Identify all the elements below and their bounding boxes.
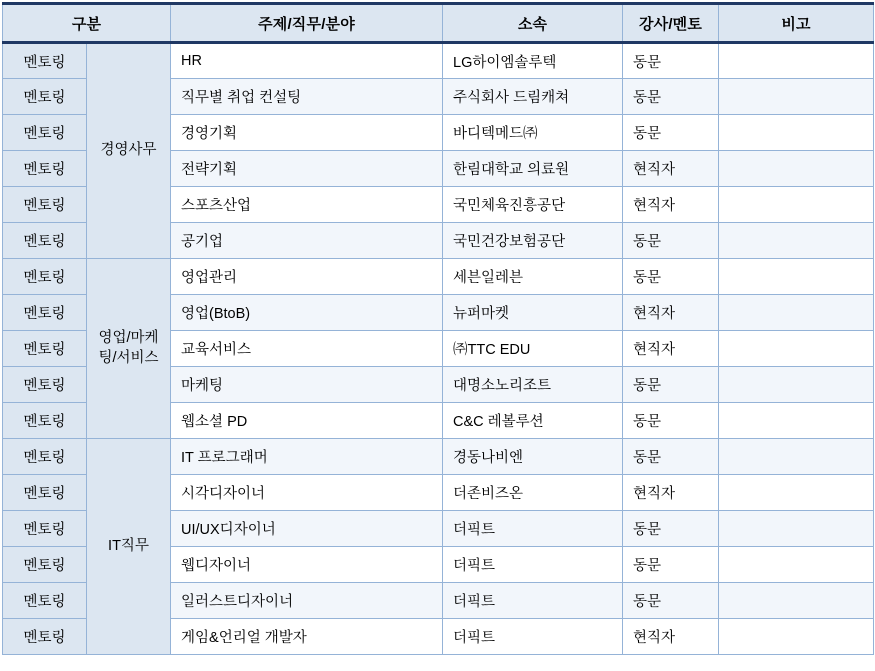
cell-category: 멘토링 — [3, 187, 87, 223]
cell-note — [719, 403, 874, 439]
mentoring-table — [2, 2, 874, 655]
cell-role: 동문 — [623, 583, 719, 619]
cell-note — [719, 367, 874, 403]
cell-group: 경영사무 — [87, 43, 171, 259]
cell-category: 멘토링 — [3, 223, 87, 259]
cell-role: 현직자 — [623, 187, 719, 223]
cell-org: 국민체육진흥공단 — [443, 187, 623, 223]
cell-topic: 스포츠산업 — [171, 187, 443, 223]
header-row — [3, 4, 874, 43]
cell-note — [719, 79, 874, 115]
cell-category: 멘토링 — [3, 367, 87, 403]
table-header — [3, 4, 874, 43]
cell-topic: HR — [171, 43, 443, 79]
cell-topic: 시각디자이너 — [171, 475, 443, 511]
header-role: 강사/멘토 — [623, 4, 719, 43]
cell-topic: 전략기획 — [171, 151, 443, 187]
cell-topic: 경영기획 — [171, 115, 443, 151]
cell-role: 현직자 — [623, 151, 719, 187]
cell-category: 멘토링 — [3, 547, 87, 583]
cell-topic: 마케팅 — [171, 367, 443, 403]
cell-org: 한림대학교 의료원 — [443, 151, 623, 187]
cell-org: 더픽트 — [443, 619, 623, 655]
cell-topic: IT 프로그래머 — [171, 439, 443, 475]
cell-role: 동문 — [623, 547, 719, 583]
cell-role: 동문 — [623, 367, 719, 403]
cell-org: 경동나비엔 — [443, 439, 623, 475]
cell-category: 멘토링 — [3, 583, 87, 619]
cell-topic: 영업관리 — [171, 259, 443, 295]
cell-group: 영업/마케팅/서비스 — [87, 259, 171, 439]
cell-note — [719, 475, 874, 511]
cell-group: IT직무 — [87, 439, 171, 655]
cell-topic: 웹소셜 PD — [171, 403, 443, 439]
header-topic: 주제/직무/분야 — [171, 4, 443, 43]
cell-category: 멘토링 — [3, 115, 87, 151]
cell-category: 멘토링 — [3, 151, 87, 187]
table-sheet — [0, 2, 875, 671]
cell-org: 주식회사 드림캐쳐 — [443, 79, 623, 115]
cell-role: 동문 — [623, 439, 719, 475]
cell-note — [719, 331, 874, 367]
header-category: 구분 — [3, 4, 171, 43]
cell-org: LG하이엠솔루텍 — [443, 43, 623, 79]
cell-category: 멘토링 — [3, 331, 87, 367]
cell-category: 멘토링 — [3, 475, 87, 511]
cell-note — [719, 619, 874, 655]
header-org: 소속 — [443, 4, 623, 43]
table-row — [3, 259, 874, 295]
cell-category: 멘토링 — [3, 511, 87, 547]
cell-org: 더픽트 — [443, 511, 623, 547]
cell-role: 현직자 — [623, 331, 719, 367]
cell-note — [719, 187, 874, 223]
cell-org: 세븐일레븐 — [443, 259, 623, 295]
cell-category: 멘토링 — [3, 259, 87, 295]
cell-org: 대명소노리조트 — [443, 367, 623, 403]
cell-role: 현직자 — [623, 475, 719, 511]
cell-topic: 영업(BtoB) — [171, 295, 443, 331]
cell-topic: 게임&언리얼 개발자 — [171, 619, 443, 655]
cell-note — [719, 259, 874, 295]
cell-org: ㈜TTC EDU — [443, 331, 623, 367]
cell-note — [719, 295, 874, 331]
cell-note — [719, 511, 874, 547]
cell-role: 현직자 — [623, 295, 719, 331]
cell-category: 멘토링 — [3, 43, 87, 79]
cell-category: 멘토링 — [3, 619, 87, 655]
cell-note — [719, 439, 874, 475]
cell-role: 동문 — [623, 403, 719, 439]
cell-org: 더픽트 — [443, 583, 623, 619]
header-note: 비고 — [719, 4, 874, 43]
table-row — [3, 439, 874, 475]
cell-category: 멘토링 — [3, 79, 87, 115]
cell-role: 동문 — [623, 223, 719, 259]
cell-topic: UI/UX디자이너 — [171, 511, 443, 547]
cell-role: 동문 — [623, 79, 719, 115]
cell-org: 바디텍메드㈜ — [443, 115, 623, 151]
cell-note — [719, 115, 874, 151]
cell-note — [719, 547, 874, 583]
cell-category: 멘토링 — [3, 439, 87, 475]
cell-topic: 웹디자이너 — [171, 547, 443, 583]
cell-topic: 직무별 취업 컨설팅 — [171, 79, 443, 115]
cell-org: 더존비즈온 — [443, 475, 623, 511]
cell-category: 멘토링 — [3, 403, 87, 439]
cell-role: 동문 — [623, 115, 719, 151]
cell-topic: 교육서비스 — [171, 331, 443, 367]
cell-note — [719, 223, 874, 259]
cell-category: 멘토링 — [3, 295, 87, 331]
cell-role: 동문 — [623, 259, 719, 295]
table-row — [3, 43, 874, 79]
cell-org: 국민건강보험공단 — [443, 223, 623, 259]
cell-org: C&C 레볼루션 — [443, 403, 623, 439]
cell-note — [719, 151, 874, 187]
cell-org: 뉴퍼마켓 — [443, 295, 623, 331]
table-body — [3, 43, 874, 655]
cell-note — [719, 583, 874, 619]
cell-topic: 일러스트디자이너 — [171, 583, 443, 619]
cell-org: 더픽트 — [443, 547, 623, 583]
cell-role: 동문 — [623, 43, 719, 79]
cell-role: 동문 — [623, 511, 719, 547]
cell-topic: 공기업 — [171, 223, 443, 259]
cell-role: 현직자 — [623, 619, 719, 655]
cell-note — [719, 43, 874, 79]
